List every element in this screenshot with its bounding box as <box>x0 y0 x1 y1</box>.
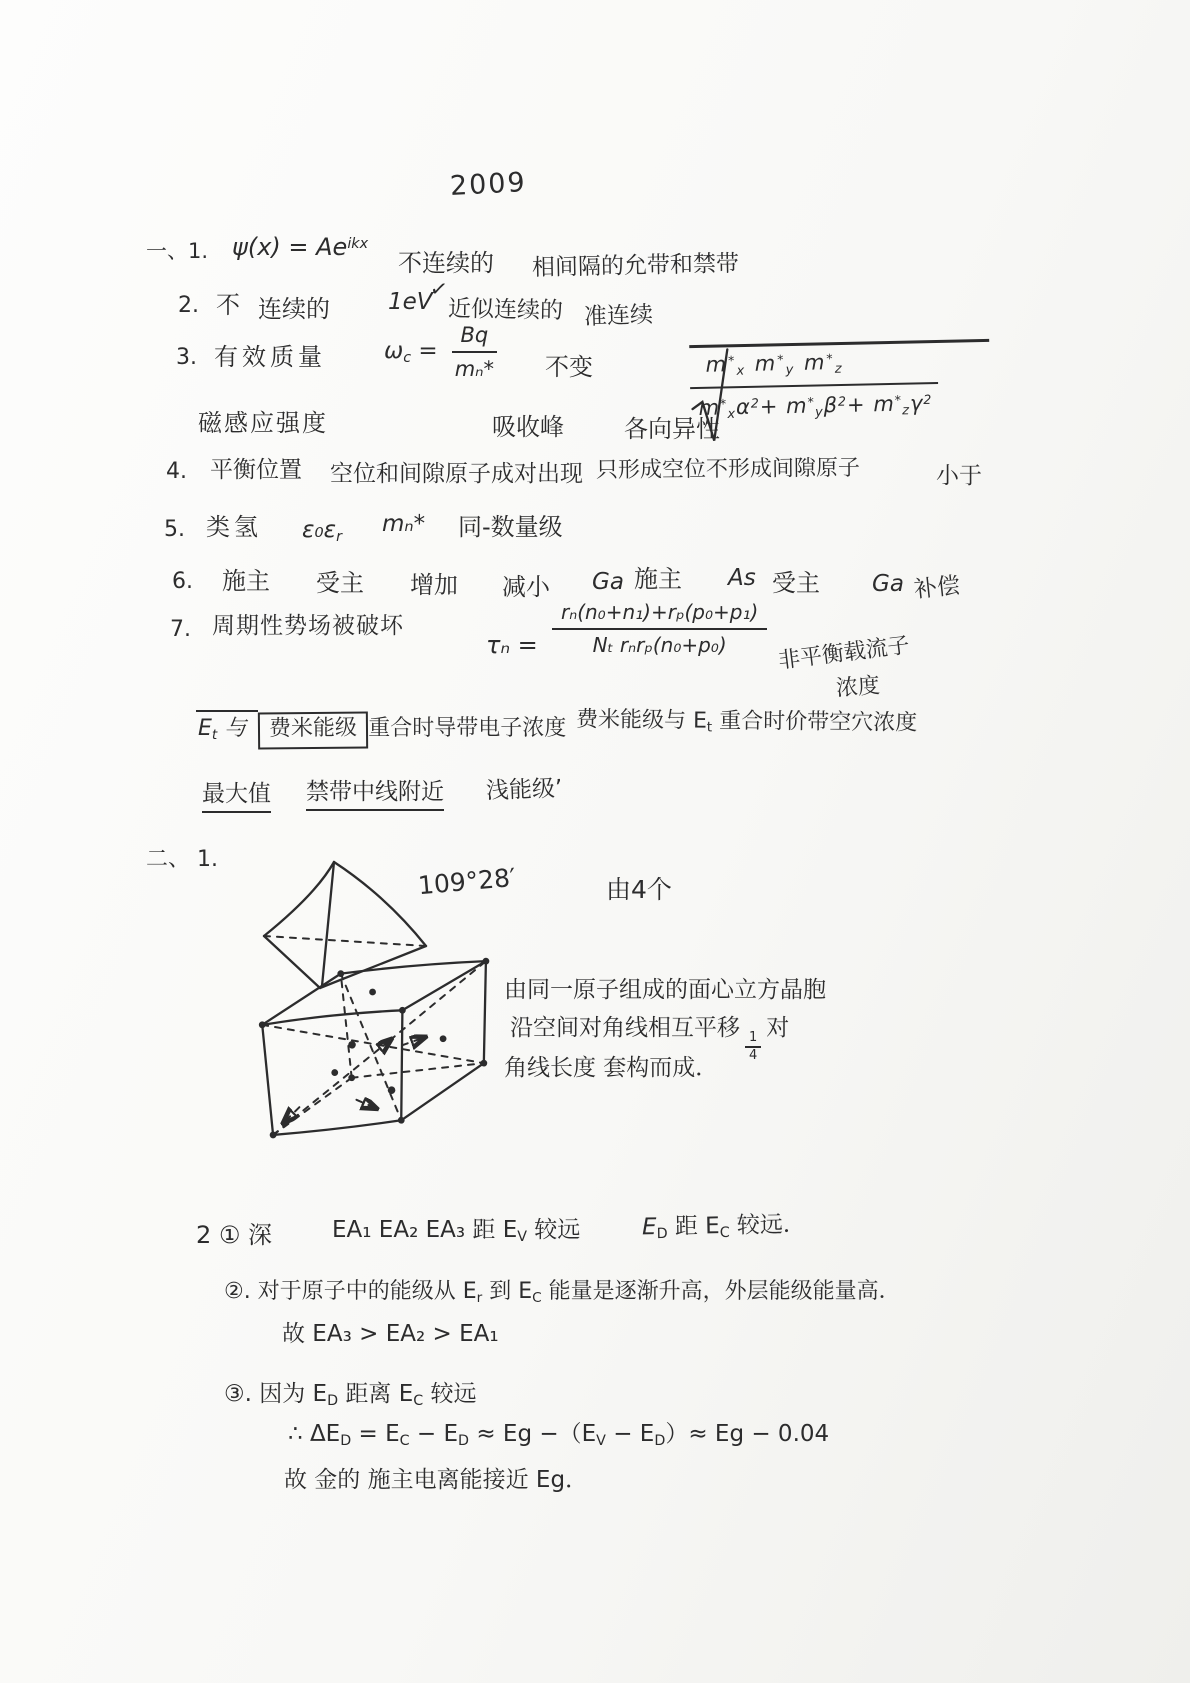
q1-answer-discontinuous: 不连续的 <box>398 249 494 277</box>
q3-answer-absorption-peak: 吸收峰 <box>492 413 564 441</box>
lifetime-numerator: rₙ(n₀+n₁)+rₚ(p₀+p₁) <box>552 600 767 630</box>
q4-answer-pairs: 空位和间隙原子成对出现 <box>330 461 583 487</box>
q6-answer-compensation: 补偿 <box>912 572 962 604</box>
fermi-level-boxed: 费米能级 <box>258 712 368 749</box>
check-mark: ✓ <box>428 275 450 303</box>
q6-answer-increase: 增加 <box>410 571 458 599</box>
answer-max-value: 最大值 <box>202 780 271 813</box>
et-symbol: $E_t$ 与 <box>196 710 258 744</box>
item3-number: 3. <box>176 345 197 370</box>
density-of-states-mass-formula <box>689 339 990 423</box>
item4-number: 4. <box>166 459 187 484</box>
subscript: r <box>336 528 342 545</box>
nonequilibrium-carrier-note: 非平衡载流子 <box>776 633 912 674</box>
q5-answer-effective-mass: mₙ* <box>382 511 426 537</box>
sqrt-denominator: $m^*_x\alpha^2+ m^*_y\beta^2+ m^*_z\gamma^2$ <box>698 390 933 422</box>
section-two-marker: 二、 1. <box>146 847 218 872</box>
q5-answer-permittivity: $\varepsilon_0\varepsilon_r$ <box>302 517 342 545</box>
q4-answer-smaller: 小于 <box>936 463 982 489</box>
answer-shallow-level: 浅能级’ <box>485 775 563 805</box>
bond-angle-value: 109°28′ <box>416 862 517 901</box>
q3-answer-magnetic-induction: 磁感应强度 <box>198 409 328 437</box>
q2-answer-quasi: 准连续 <box>583 301 654 331</box>
q2-1-acceptor-levels: EA₁ EA₂ EA₃ 距 $E_V$ 较远 <box>332 1217 581 1245</box>
crystal-cell-sketch <box>251 949 498 1147</box>
q2-answer-continuous: 连续的 <box>258 295 330 323</box>
q2-answer-quasi-continuous: 近似连续的 <box>447 295 564 325</box>
q6-answer-acceptor1: 受主 <box>316 569 364 597</box>
trap-coincide-electron: 重合时导带电子浓度 <box>368 716 567 741</box>
q6-answer-donor2: 施主 <box>634 565 682 593</box>
answer-midgap: 禁带中线附近 <box>306 778 444 811</box>
omega-symbol: $\omega_c$ = <box>384 337 438 366</box>
q2-1-donor-level: $E_D$ 距 $E_C$ 较远． <box>641 1211 807 1243</box>
section-one-item1-marker: 一、1. <box>146 239 209 263</box>
q4-answer-equilibrium-position: 平衡位置 <box>210 457 302 483</box>
q2-answer-not: 不 <box>216 291 240 319</box>
trap-level-line-left <box>196 710 566 749</box>
q2-2-explanation: ②. 对于原子中的能级从 $E_r$ 到 $E_C$ 能量是逐渐升高，外层能级能量高． <box>224 1279 901 1306</box>
q2-3-conclusion: 故 金的 施主电离能接近 Eg． <box>284 1467 589 1493</box>
q5-answer-hydrogen-like: 类氢 <box>206 513 262 541</box>
quarter-fraction: $\frac{1}{4}$ <box>745 1031 761 1064</box>
q1-answer-bands: 相间隔的允带和禁带 <box>531 250 740 282</box>
fraction: $\frac{Bq}{\text{mₙ*}}$ <box>446 322 503 383</box>
item2-number: 2. <box>178 293 199 318</box>
wavefunction-formula: $\psi(x) = Ae^{ikx}$ <box>232 233 369 261</box>
page-title: 2009 <box>449 167 528 202</box>
trap-level-line-right: 费米能级与 $E_t$ 重合时价带空穴浓度 <box>575 707 918 736</box>
q6-answer-as: As <box>728 565 756 591</box>
cyclotron-frequency-formula <box>384 322 503 383</box>
q7-answer-periodic-potential: 周期性势场被破坏 <box>212 613 404 639</box>
q6-answer-ga2: Ga <box>872 571 904 597</box>
q2-1-depth-marker: 2 ① 深 <box>196 1221 273 1249</box>
q3-answer-unchanged: 不变 <box>545 353 593 381</box>
q5-answer-same-order: 同-数量级 <box>458 513 563 541</box>
item7-number: 7. <box>170 617 191 642</box>
q2-3-reason: ③. 因为 $E_D$ 距离 $E_C$ 较远 <box>224 1381 477 1409</box>
item6-number: 6. <box>172 569 193 594</box>
q4-answer-only-vacancy: 只形成空位不形成间隙原子 <box>595 455 861 484</box>
cell-note-line2: 沿空间对角线相互平移 $\frac{1}{4}$ 对 <box>510 1015 790 1064</box>
q3-answer-effective-mass: 有效质量 <box>214 343 326 371</box>
cell-note-line1: 由同一原子组成的面心立方晶胞 <box>504 977 826 1003</box>
formula-superscript: ikx <box>347 235 369 252</box>
four-count-note: 由4个 <box>606 875 672 904</box>
q6-answer-acceptor2: 受主 <box>772 569 820 597</box>
q6-answer-donor1: 施主 <box>222 567 270 595</box>
lifetime-denominator: Nₜ rₙrₚ(n₀+p₀) <box>592 633 727 657</box>
q2-2-conclusion: 故 EA₃ > EA₂ > EA₁ <box>282 1321 499 1347</box>
q3-answer-anisotropy: 各向异性 <box>624 415 720 443</box>
concentration-note: 浓度 <box>835 673 881 702</box>
subscript: c <box>403 349 412 366</box>
lifetime-formula <box>552 600 767 658</box>
q2-3-formula: ∴ $\Delta E_D = E_C - E_D \approx Eg -(E_V - E_D)\approx Eg - 0.04$ <box>288 1421 830 1449</box>
cell-note-line3: 角线长度 套构而成． <box>504 1055 719 1081</box>
q6-answer-ga1: Ga <box>592 569 624 595</box>
sqrt-numerator: $m^*_x$ $m^*_y$ $m^*_z$ <box>689 343 938 389</box>
lifetime-symbol: τₙ = <box>486 631 538 659</box>
q2-answer-1ev: 1eV <box>388 289 433 315</box>
item5-number: 5. <box>164 517 185 542</box>
q6-answer-decrease: 减小 <box>502 573 550 601</box>
